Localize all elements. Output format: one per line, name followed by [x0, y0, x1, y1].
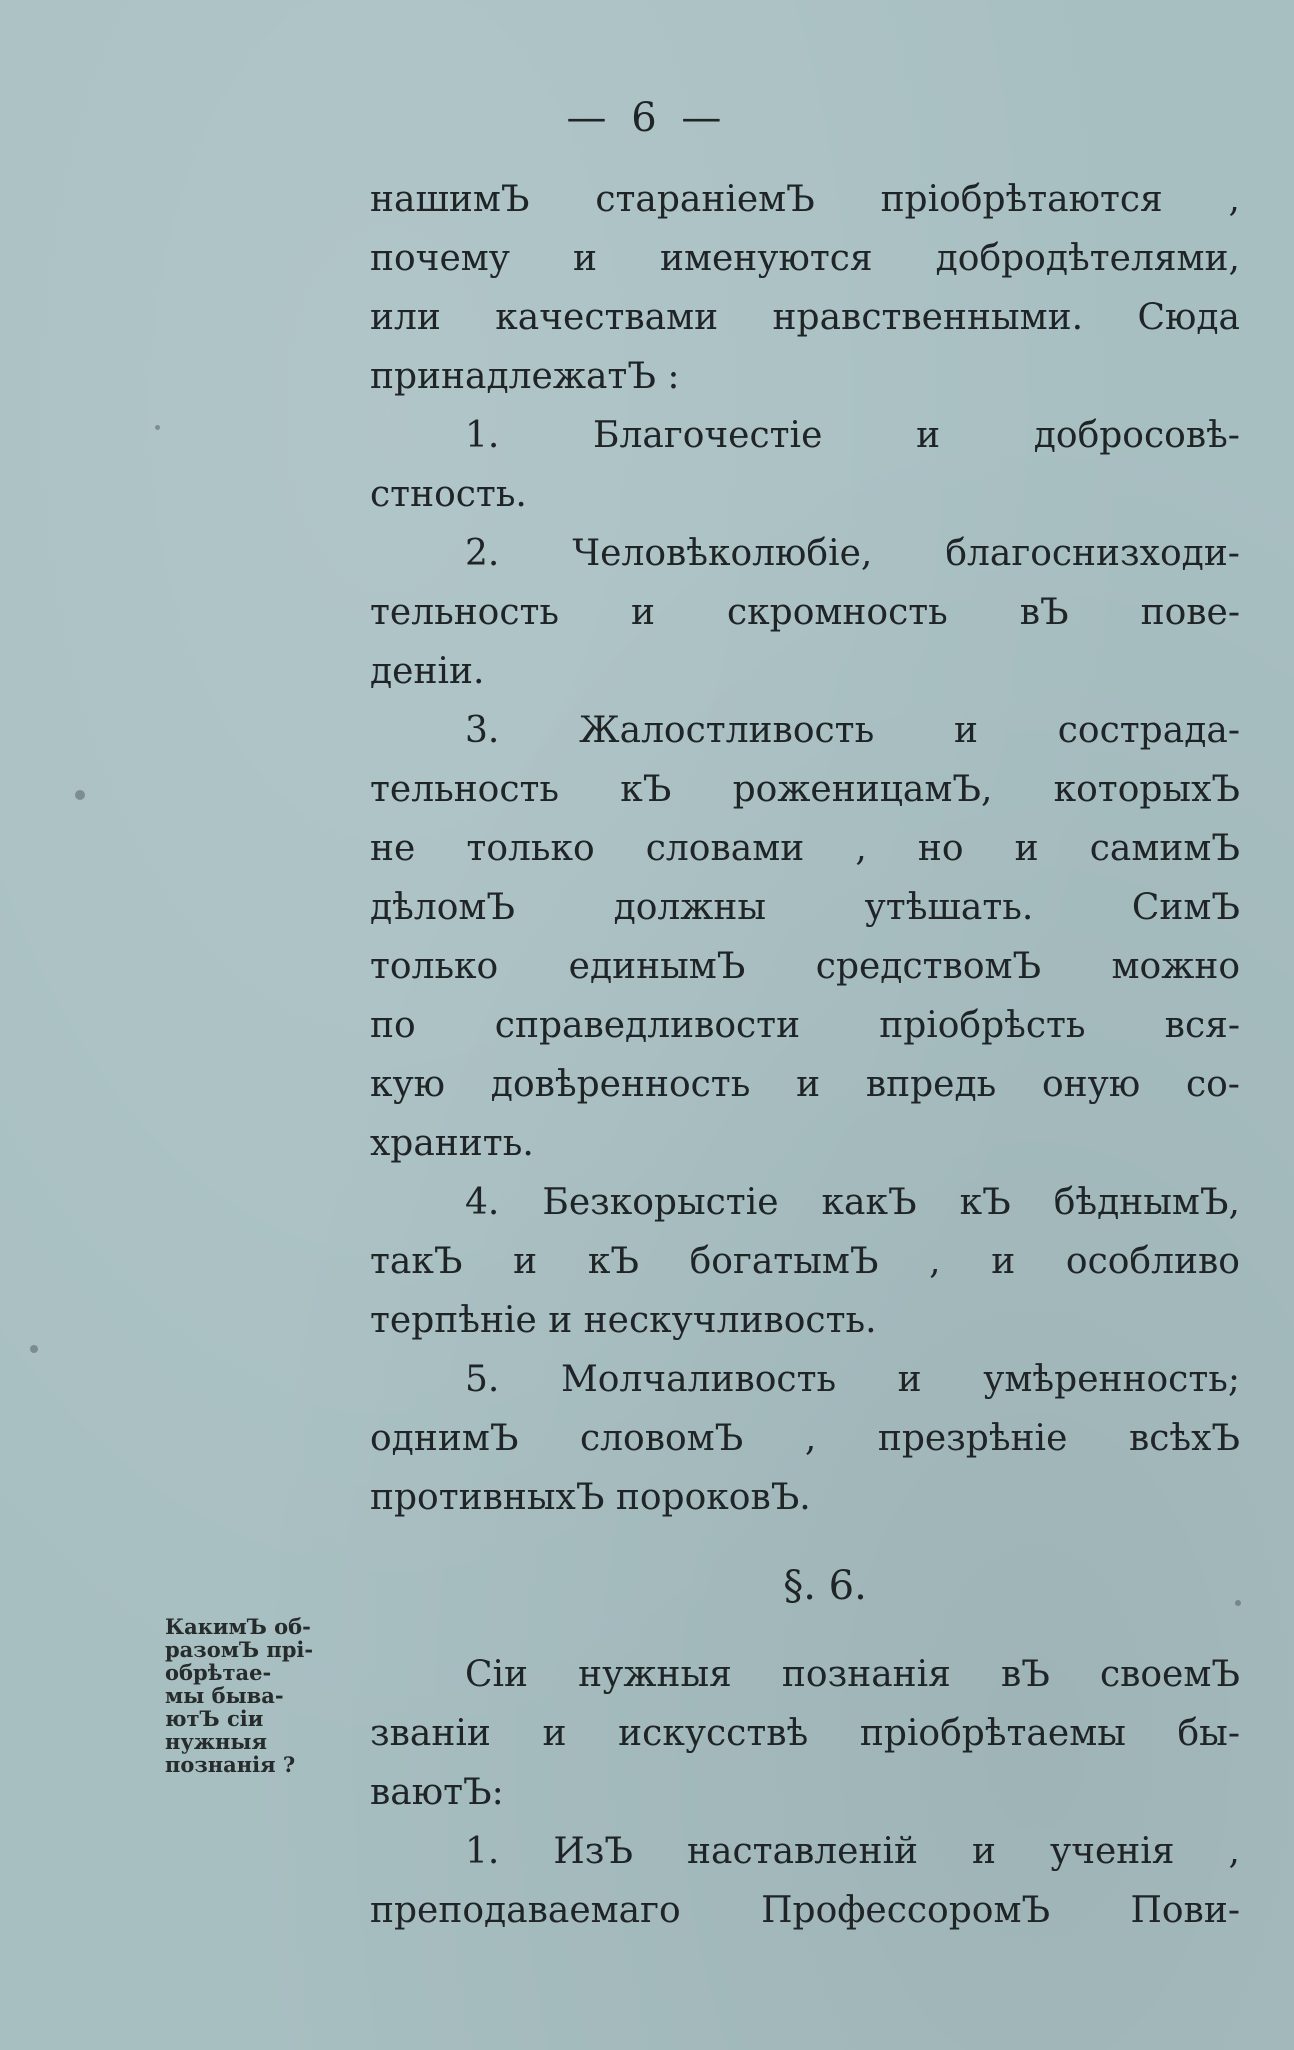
text-line: почему и именуются добродѣтелями, [370, 238, 1240, 279]
text-line: 1. ИзЪ наставленій и ученія , [465, 1831, 1240, 1872]
text-line: тельность и скромность вЪ пове- [370, 592, 1240, 633]
text-line: только единымЪ средствомЪ можно [370, 946, 1240, 987]
margin-note-line: мы быва- [165, 1683, 284, 1708]
text-line: терпѣніе и нескучливость. [370, 1300, 877, 1341]
text-line: не только словами , но и самимЪ [370, 828, 1240, 869]
margin-note-line: познанія ? [165, 1752, 296, 1777]
text-line: преподаваемаго ПрофессоромЪ Пови- [370, 1890, 1240, 1931]
paper-speck [155, 425, 160, 430]
text-line: или качествами нравственными. Сюда [370, 297, 1240, 338]
text-line: тельность кЪ роженицамЪ, которыхЪ [370, 769, 1240, 810]
margin-note-line: обрѣтае- [165, 1660, 272, 1685]
margin-note [165, 1615, 365, 1776]
text-line: 3. Жалостливость и сострада- [465, 710, 1240, 751]
margin-note-line: нужныя [165, 1729, 267, 1754]
page-number: — 6 — [566, 95, 728, 141]
paper-speck [75, 790, 85, 800]
margin-note-line: ютЪ сіи [165, 1706, 264, 1731]
main-text [370, 170, 1240, 1940]
text-line: нашимЪ стараніемЪ пріобрѣтаются , [370, 179, 1240, 220]
text-line: противныхЪ пороковЪ. [370, 1477, 811, 1518]
text-line: такЪ и кЪ богатымЪ , и особливо [370, 1241, 1240, 1282]
text-line: однимЪ словомЪ , презрѣніе всѣхЪ [370, 1418, 1240, 1459]
text-line: ваютЪ: [370, 1772, 504, 1813]
paper-speck [30, 1345, 38, 1353]
text-line: кую довѣренность и впредь оную со- [370, 1064, 1240, 1105]
text-line: Сіи нужныя познанія вЪ своемЪ [465, 1654, 1240, 1695]
text-line: деніи. [370, 651, 485, 692]
text-line: 1. Благочестіе и добросовѣ- [465, 415, 1240, 456]
margin-note-line: КакимЪ об- [165, 1614, 311, 1639]
text-line: 2. Человѣколюбіе, благоснизходи- [465, 533, 1240, 574]
text-line: 5. Молчаливость и умѣренность; [465, 1359, 1240, 1400]
text-line: дѣломЪ должны утѣшать. СимЪ [370, 887, 1240, 928]
text-line: званіи и искусствѣ пріобрѣтаемы бы- [370, 1713, 1240, 1754]
text-line: 4. Безкорыстіе какЪ кЪ бѣднымЪ, [465, 1182, 1240, 1223]
text-line: по справедливости пріобрѣсть вся- [370, 1005, 1240, 1046]
text-line: стность. [370, 474, 527, 515]
text-block-bottom [370, 1645, 1240, 1940]
section-heading: §. 6. [783, 1563, 867, 1609]
paper-speck [1235, 1600, 1241, 1606]
text-line: принадлежатЪ : [370, 356, 680, 397]
margin-note-line: разомЪ прі- [165, 1637, 314, 1662]
text-line: хранить. [370, 1123, 534, 1164]
text-block-top [370, 170, 1240, 1527]
